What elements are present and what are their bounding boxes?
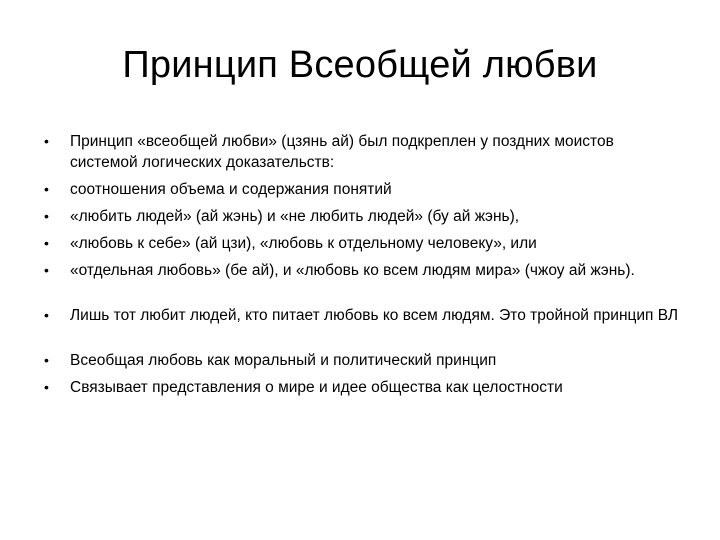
bullet-text: соотношения объема и содержания понятий (70, 181, 392, 198)
bullet-marker: • (44, 208, 49, 224)
bullet-item (40, 233, 680, 254)
bullet-item (40, 179, 680, 200)
bullet-text: Принцип «всеобщей любви» (цзянь ай) был подкреплен у поздних моистов системой логических доказательств: (70, 133, 614, 171)
bullet-marker: • (44, 262, 49, 278)
bullet-marker: • (44, 352, 49, 368)
bullet-list (40, 131, 680, 398)
slide-title: Принцип Всеобщей любви (122, 44, 598, 86)
bullet-item (40, 260, 680, 281)
bullet-item (40, 377, 680, 398)
bullet-item (40, 305, 680, 326)
bullet-text: Связывает представления о мире и идее общества как целостности (70, 379, 563, 396)
bullet-marker: • (44, 307, 49, 323)
bullet-text: Лишь тот любит людей, кто питает любовь ко всем людям. Это тройной принцип ВЛ (70, 307, 679, 324)
bullet-text: Всеобщая любовь как моральный и политический принцип (70, 352, 497, 369)
bullet-marker: • (44, 235, 49, 251)
bullet-marker: • (44, 181, 49, 197)
bullet-marker: • (44, 133, 49, 149)
bullet-item (40, 131, 680, 173)
bullet-item (40, 206, 680, 227)
bullet-text: «отдельная любовь» (бе ай), и «любовь ко всем людям мира» (чжоу ай жэнь). (70, 262, 635, 279)
bullet-text: «любовь к себе» (ай цзи), «любовь к отдельному человеку», или (70, 235, 537, 252)
bullet-marker: • (44, 379, 49, 395)
bullet-text: «любить людей» (ай жэнь) и «не любить людей» (бу ай жэнь), (70, 208, 520, 225)
bullet-item (40, 350, 680, 371)
